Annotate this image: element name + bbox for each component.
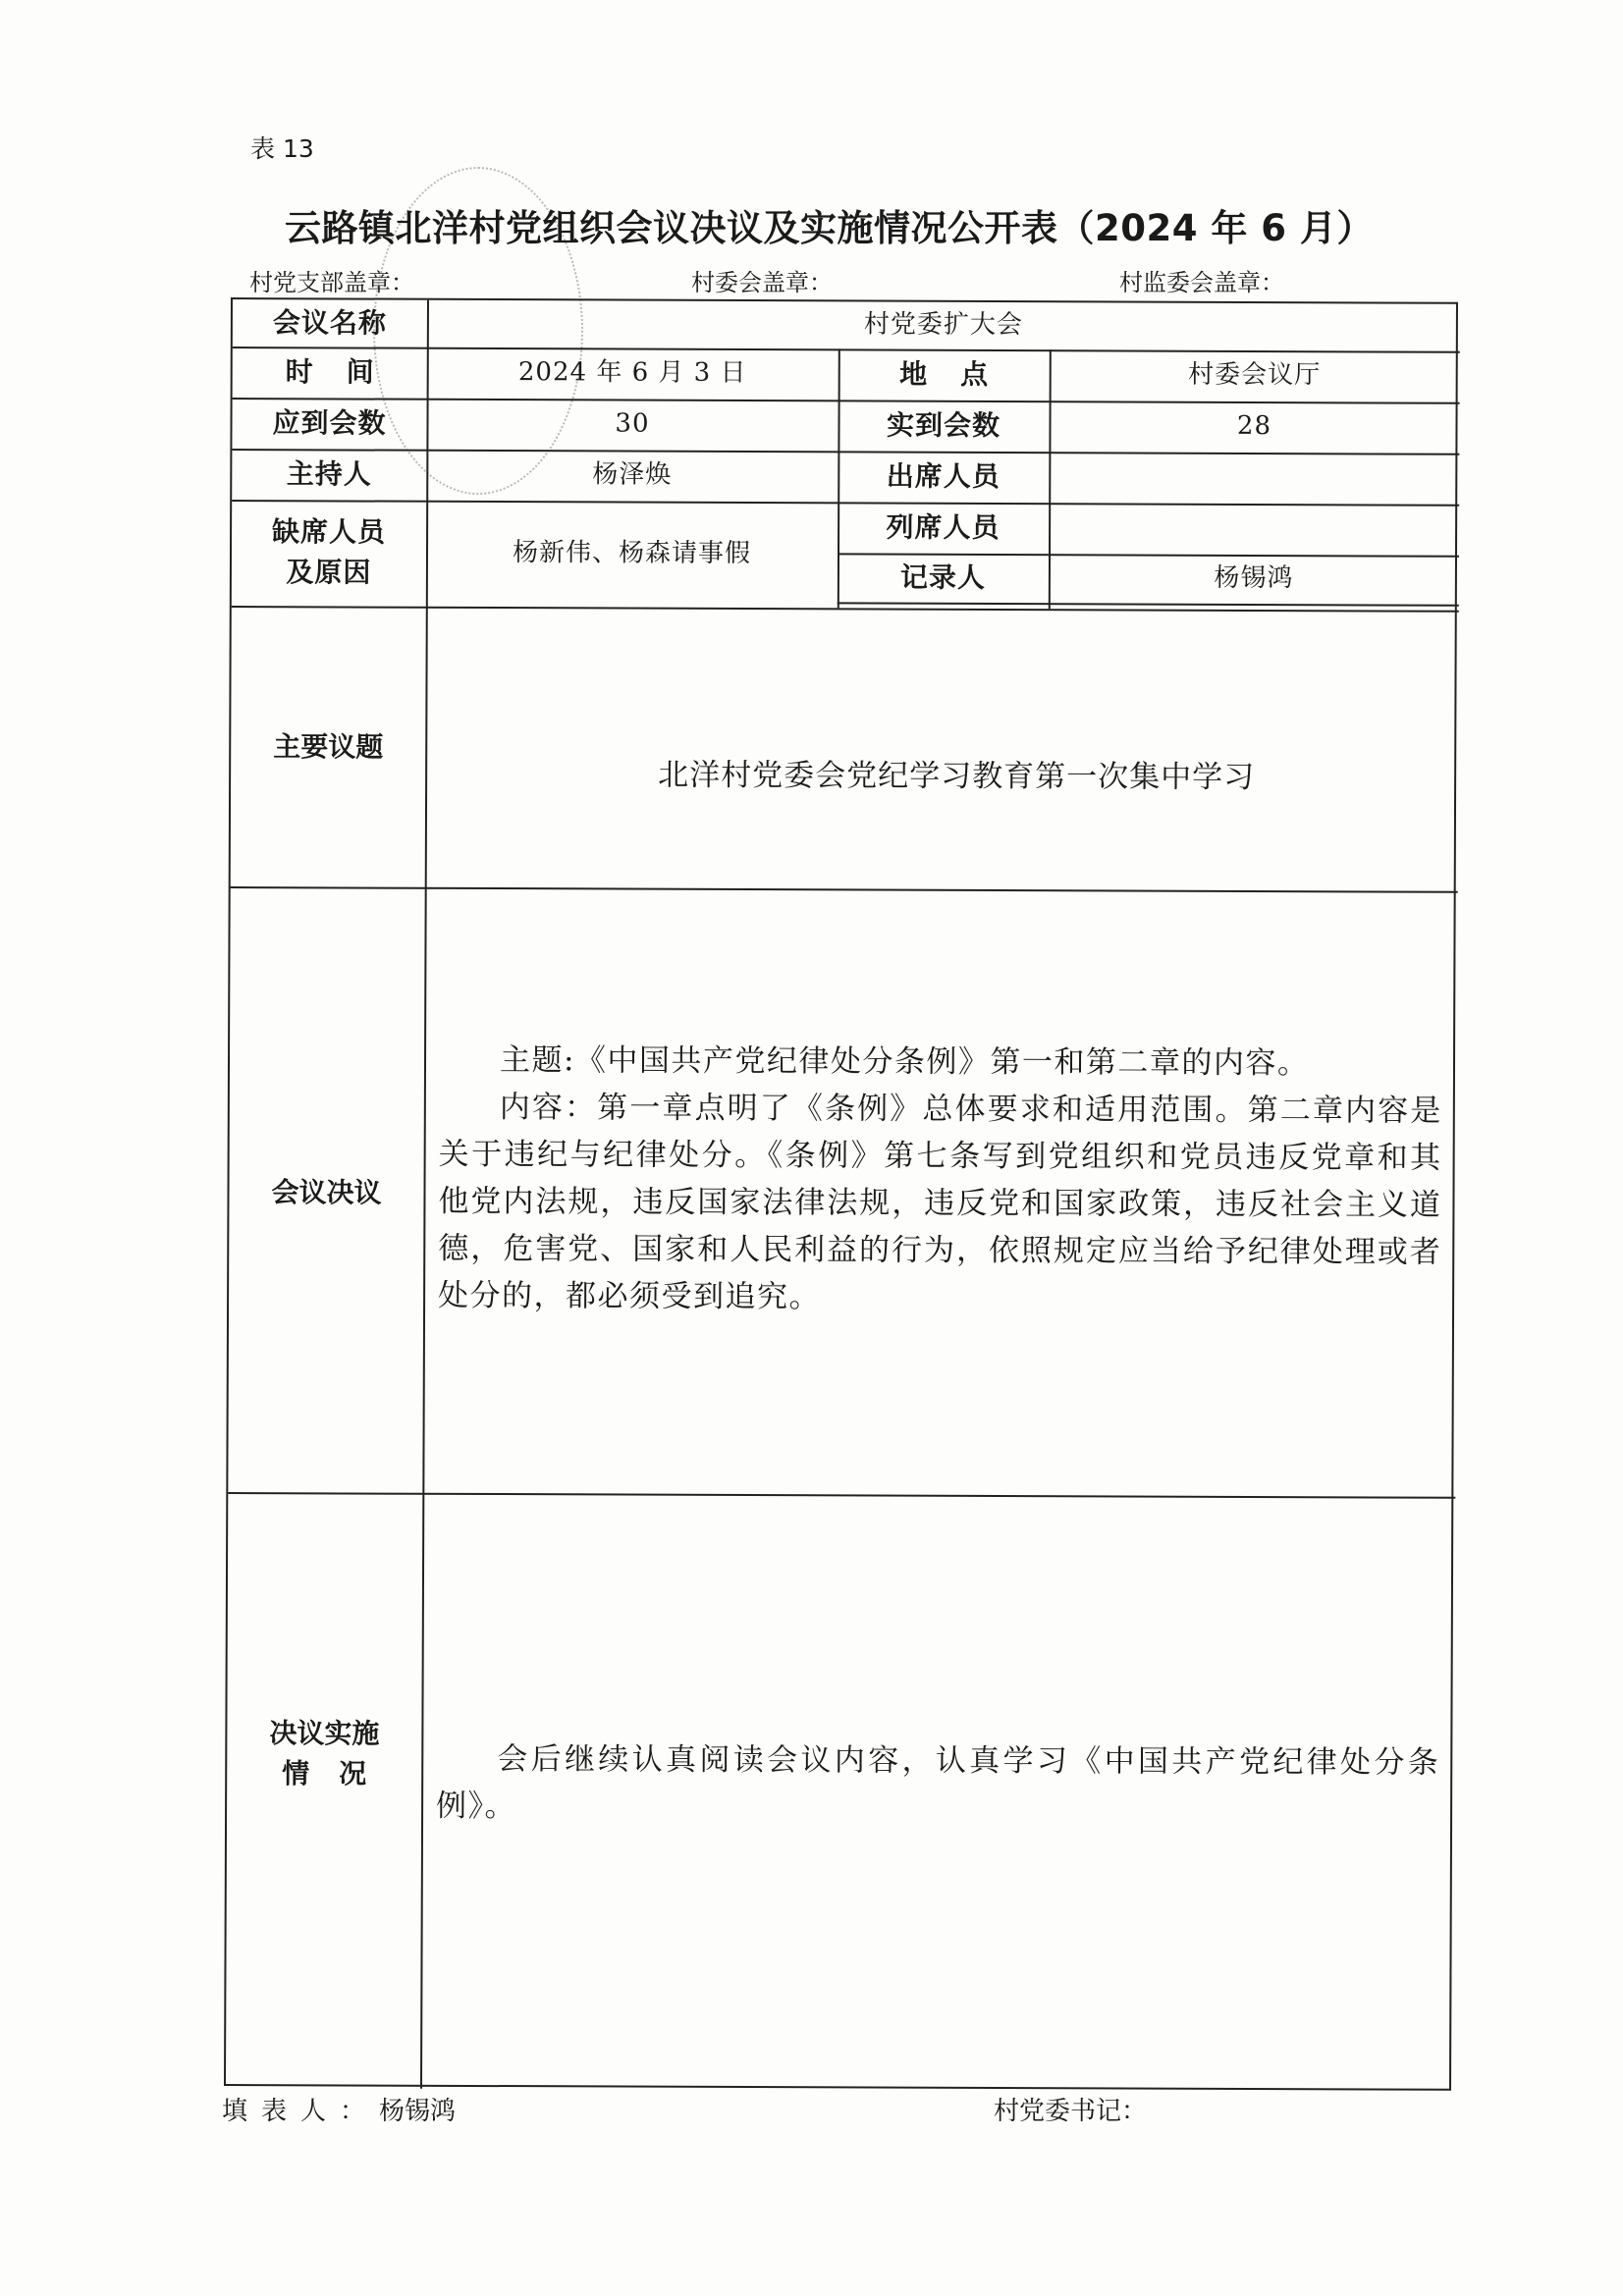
attendees-label: 出席人员 [886,459,1001,493]
meeting-name-label: 会议名称 [272,305,387,340]
resolution-body [438,1037,1442,1323]
implementation-paragraph: 会后继续认真阅读会议内容，认真学习《中国共产党纪律处分条例》。 [436,1741,1440,1825]
actual-attendance-value: 28 [1236,411,1272,442]
actual-attendance-label: 实到会数 [886,408,1001,442]
place-value: 村委会议厅 [1188,359,1322,391]
absent-label-line-1: 缺席人员 [272,515,387,550]
expected-attendance-label: 应到会数 [272,405,387,440]
implementation-label-line-2: 情况 [282,1756,397,1790]
place-label: 地点 [899,357,1022,391]
resolution-paragraph-1: 主题:《中国共产党纪律处分条例》第一和第二章的内容。 [499,1042,1310,1082]
filler-name: 杨锡鸿 [379,2097,457,2126]
topic-label: 主要议题 [273,730,384,764]
implementation-label [226,1492,422,2089]
meeting-form-table [224,297,1458,2091]
absent-label-line-2: 及原因 [286,556,372,589]
filler-label: 填表人： [222,2097,380,2126]
host-label: 主持人 [286,456,372,491]
implementation-body [436,1735,1439,1834]
village-committee-seal-label: 村委会盖章： [691,269,833,296]
secretary-label: 村党委书记： [994,2097,1148,2126]
filler-line [222,2091,456,2127]
topic-value: 北洋村党委会党纪学习教育第一次集中学习 [658,757,1256,795]
document-title: 云路镇北洋村党组织会议决议及实施情况公开表（2024 年 6 月） [285,207,1374,249]
host-value: 杨泽焕 [592,459,673,490]
recorder-label: 记录人 [899,561,986,594]
observers-label: 列席人员 [886,510,1001,544]
observers-value [1049,503,1459,556]
implementation-label-line-1: 决议实施 [269,1717,380,1750]
table-number: 表 13 [250,134,314,163]
meeting-name-value: 村党委扩大会 [863,309,1023,341]
absent-label [232,500,426,607]
resolution-label: 会议决议 [271,1176,382,1209]
expected-attendance-value: 30 [615,408,650,439]
attendees-value [1049,452,1459,505]
recorder-value: 杨锡鸿 [1214,563,1294,594]
absent-value: 杨新伟、杨森请事假 [512,538,752,569]
party-branch-seal-label: 村党支部盖章： [249,269,414,296]
time-value: 2024 年 6 月 3 日 [517,357,747,389]
supervision-committee-seal-label: 村监委会盖章： [1119,269,1284,296]
resolution-paragraph-2: 内容：第一章点明了《条例》总体要求和适用范围。第二章内容是关于违纪与纪律处分。《条例》第七条写到党组织和党员违反党章和其他党内法规，违反国家法律法规，违反党和国家政策，违反社会主义道德，危害党、国家和人民利益的行为，依照规定应当给予纪律处理或者处分的，都必须受到追究。 [438,1090,1442,1315]
time-label: 时间 [285,354,407,389]
